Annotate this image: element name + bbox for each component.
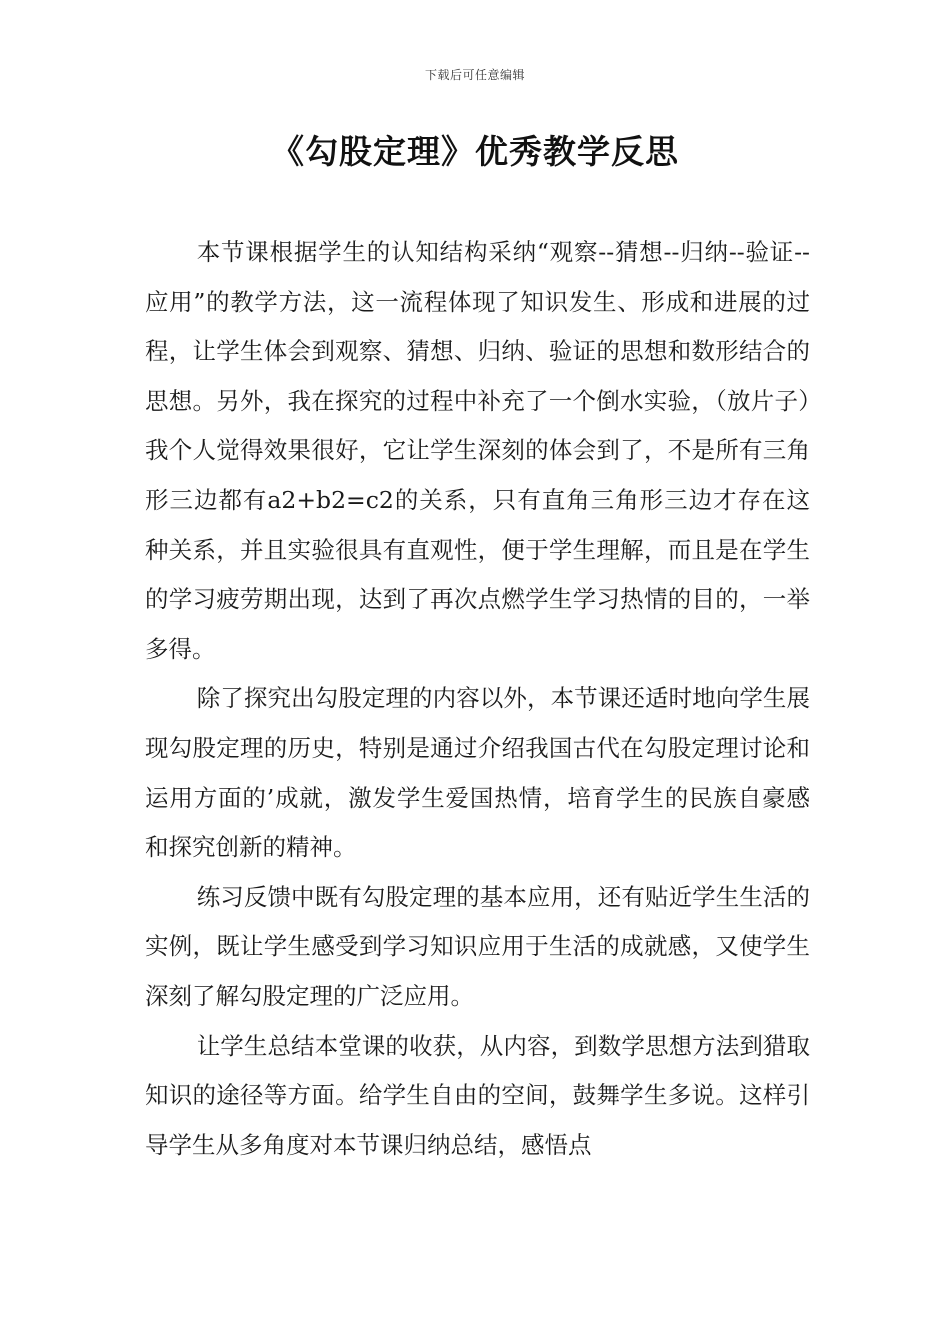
- paragraph: 让学生总结本堂课的收获，从内容，到数学思想方法到猎取知识的途径等方面。给学生自由的空间，鼓舞学生多说。这样引导学生从多角度对本节课归纳总结，感悟点: [145, 1031, 810, 1159]
- paragraph: 本节课根据学生的认知结构采纳“观察--猜想--归纳--验证--应用”的教学方法，这一流程体现了知识发生、形成和进展的过程，让学生体会到观察、猜想、归纳、验证的思想和数形结合的思想。另外，我在探究的过程中补充了一个倒水实验，（放片子）我个人觉得效果很好，它让学生深刻的体会到了，不是所有三角形三边都有a2+b2=c2的关系，只有直角三角形三边才存在这种关系，并且实验很具有直观性，便于学生理解，而且是在学生的学习疲劳期出现，达到了再次点燃学生学习热情的目的，一举多得。: [145, 238, 810, 663]
- document-title: 《勾股定理》优秀教学反思: [271, 132, 679, 171]
- document-body: [145, 228, 810, 1170]
- page-header-note: 下载后可任意编辑: [424, 68, 525, 82]
- paragraph: 除了探究出勾股定理的内容以外，本节课还适时地向学生展现勾股定理的历史，特别是通过介绍我国古代在勾股定理讨论和运用方面的’成就，激发学生爱国热情，培育学生的民族自豪感和探究创新的精神。: [145, 684, 810, 862]
- paragraph: 练习反馈中既有勾股定理的基本应用，还有贴近学生生活的实例，既让学生感受到学习知识应用于生活的成就感，又使学生深刻了解勾股定理的广泛应用。: [145, 882, 810, 1010]
